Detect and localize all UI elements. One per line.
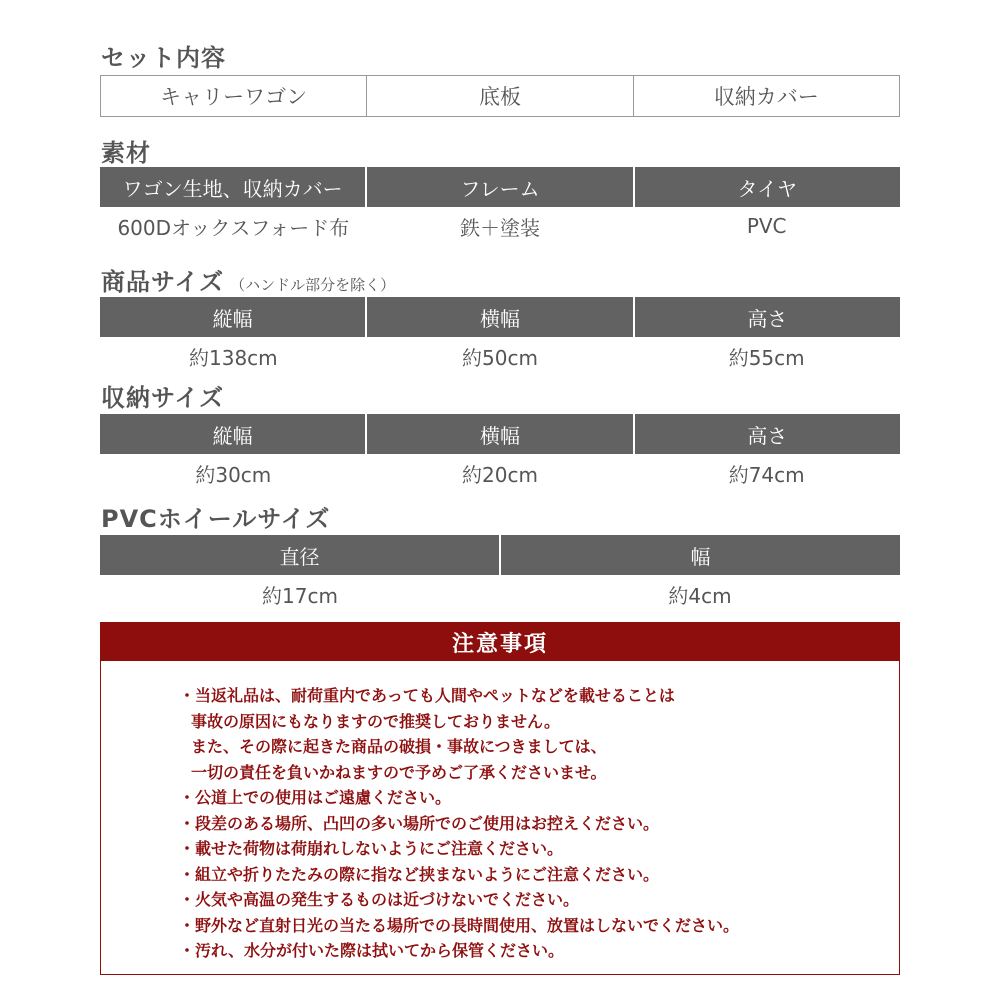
- notice-line: 事故の原因にもなりますので推奨しておりません。: [191, 711, 560, 731]
- notice-line: 一切の責任を負いかねますので予めご了承くださいませ。: [191, 762, 607, 782]
- notice-line: ・載せた荷物は荷崩れしないようにご注意ください。: [179, 839, 564, 858]
- table-cell: 鉄＋塗装: [460, 215, 540, 240]
- table-header-cell: 横幅: [365, 414, 632, 454]
- material-value-row: [100, 207, 900, 245]
- table-cell: 約30cm: [195, 462, 272, 487]
- product-size-header-row: [100, 297, 900, 337]
- table-cell: 約55cm: [728, 345, 805, 370]
- table-header-cell: 横幅: [365, 297, 632, 337]
- notice-body: [179, 683, 879, 964]
- notice-line: ・火気や高温の発生するものは近づけないでください。: [179, 890, 580, 909]
- wheel-size-title: PVCホイールサイズ: [101, 505, 331, 533]
- notice-line: ・組立や折りたたみの際に指など挟まないようにご注意ください。: [179, 864, 660, 884]
- table-header-cell: ワゴン生地、収納カバー: [122, 176, 343, 201]
- table-cell: PVC: [746, 214, 787, 238]
- wheel-size-value-row: [100, 575, 900, 613]
- set-item: 底板: [366, 76, 632, 116]
- storage-size-title: 収納サイズ: [101, 384, 225, 412]
- product-size-title-text: 商品サイズ: [101, 268, 225, 296]
- notice-line: ・汚れ、水分が付いた際は拭いてから保管ください。: [179, 941, 564, 960]
- table-cell: 約74cm: [728, 462, 805, 487]
- notice-line: ・当返礼品は、耐荷重内であっても人間やペットなどを載せることは: [179, 686, 675, 705]
- notice-line: また、その際に起きた商品の破損・事故につきましては、: [191, 737, 607, 756]
- table-cell: 約20cm: [462, 462, 538, 487]
- set-item: キャリーワゴン: [160, 85, 308, 109]
- storage-size-header-row: [100, 414, 900, 454]
- set-contents-row: [100, 75, 900, 117]
- table-cell: 600Dオックスフォード布: [117, 215, 350, 240]
- notice-line: ・野外など直射日光の当たる場所での長時間使用、放置はしないでください。: [179, 915, 740, 935]
- table-header-cell: タイヤ: [633, 167, 900, 207]
- table-header-cell: 高さ: [633, 297, 900, 337]
- notice-line: ・段差のある場所、凸凹の多い場所でのご使用はお控えください。: [179, 813, 660, 833]
- material-title: 素材: [101, 139, 151, 167]
- set-contents-title: セット内容: [101, 44, 226, 72]
- table-cell: 約138cm: [189, 345, 278, 370]
- product-size-title: [101, 262, 395, 297]
- table-header-cell: フレーム: [365, 167, 632, 207]
- table-header-cell: 幅: [499, 535, 900, 575]
- table-cell: 約17cm: [262, 583, 338, 608]
- product-size-value-row: [100, 337, 900, 375]
- storage-size-value-row: [100, 454, 900, 492]
- material-header-row: [100, 167, 900, 207]
- table-header-cell: 高さ: [633, 414, 900, 454]
- wheel-size-header-row: [100, 535, 900, 575]
- table-cell: 約4cm: [668, 583, 732, 608]
- notice-box: [100, 622, 900, 975]
- table-header-cell: 直径: [279, 544, 320, 569]
- table-header-cell: 縦幅: [212, 306, 253, 331]
- product-size-note: （ハンドル部分を除く）: [230, 276, 396, 294]
- table-header-cell: 縦幅: [212, 423, 253, 448]
- table-cell: 約50cm: [462, 345, 538, 370]
- set-item: 収納カバー: [633, 76, 899, 116]
- notice-title: 注意事項: [101, 623, 899, 661]
- notice-line: ・公道上での使用はご遠慮ください。: [179, 788, 452, 807]
